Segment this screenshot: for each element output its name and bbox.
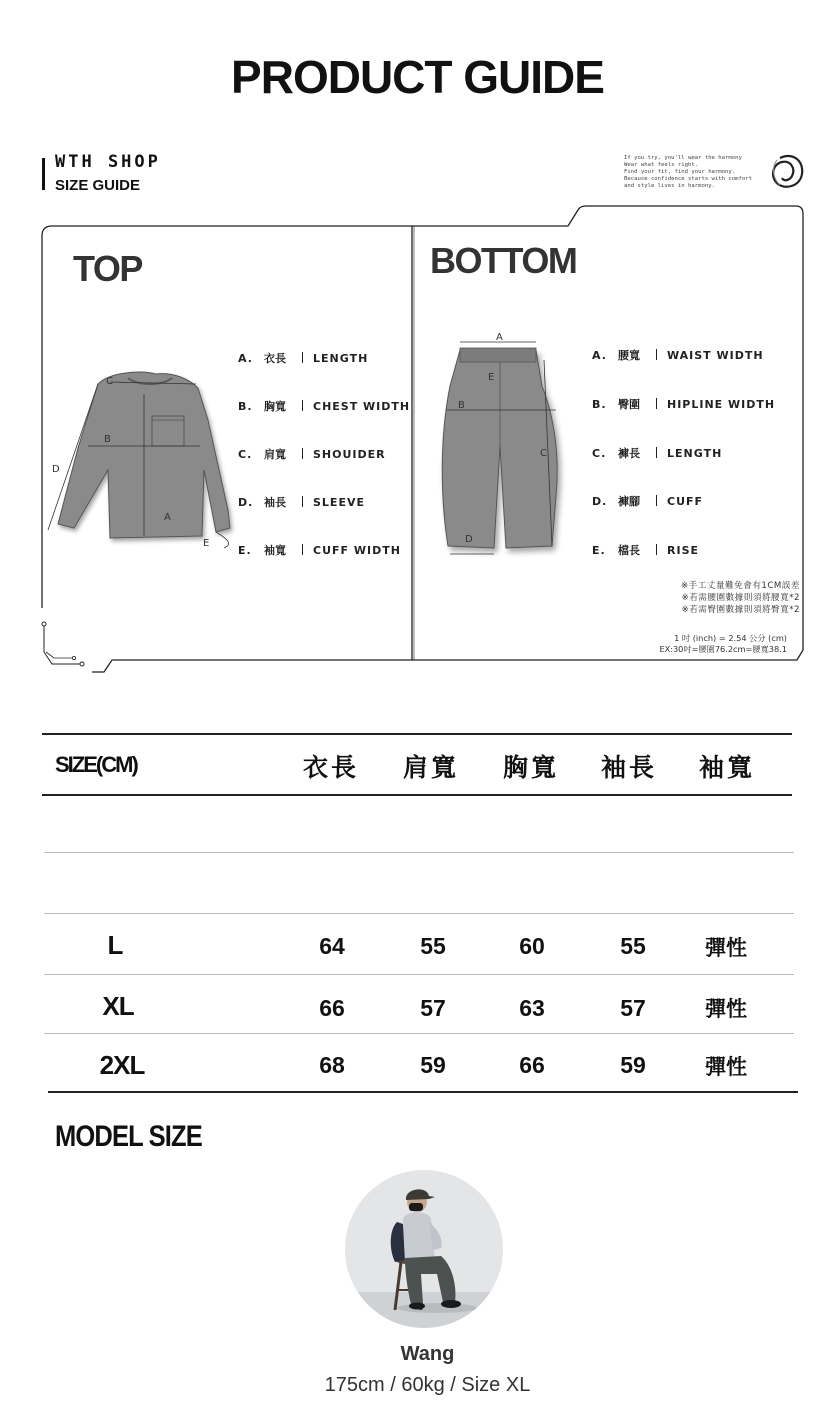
pants-label-d: D [465,534,473,545]
note-line: ※若需腰圍數據則須將腰寬*2 [681,593,800,603]
top-section-title: TOP [73,248,142,289]
table-divider [44,913,794,914]
pants-illustration [430,326,580,562]
value-cell: 59 [620,1052,646,1078]
harmony-line: Because confidence starts with comfort [624,176,752,182]
harmony-line: Find your fit, find your harmony. [624,169,736,175]
sweater-illustration [40,360,240,560]
size-cell: 2XL [99,1050,145,1080]
bottom-measure-item: B. 臀圍 HIPLINE WIDTH [592,398,776,411]
top-measure-item: D. 袖長 SLEEVE [238,496,365,509]
table-divider [44,852,794,853]
sweater-label-d: D [52,464,60,475]
table-top-rule [42,733,792,735]
sweater-label-c: C [106,376,113,387]
table-divider [44,974,794,975]
column-header: 衣長 [302,753,359,782]
top-measure-item: B. 胸寬 CHEST WIDTH [238,400,411,413]
model-photo [345,1170,503,1328]
value-cell: 彈性 [705,1055,747,1079]
top-measure-item: A. 衣長 LENGTH [238,352,369,365]
bottom-measure-item: A. 腰寬 WAIST WIDTH [592,349,764,362]
size-cell: L [107,930,123,960]
bottom-measure-item: C. 褲長 LENGTH [592,447,723,460]
sweater-label-a: A [164,512,171,523]
measurement-notes [640,580,800,616]
pants-label-b: B [458,400,465,411]
value-cell: 彈性 [705,936,747,960]
table-bottom-rule [48,1091,798,1093]
bottom-section-title: BOTTOM [430,240,577,281]
value-cell: 55 [420,933,446,959]
value-cell: 彈性 [705,997,747,1021]
conversion-line: 1 吋 (inch) = 2.54 公分 (cm) [674,633,787,643]
brand-name: WTH SHOP [55,152,161,172]
value-cell: 66 [319,995,345,1021]
column-header: 肩寬 [402,753,459,782]
harmony-line: If you try, you'll wear the harmony [624,155,742,161]
sweater-label-e: E [203,538,210,549]
harmony-line: Wear what feels right. [624,162,699,168]
swirl-logo-icon [768,152,806,192]
model-info: 175cm / 60kg / Size XL [324,1374,531,1396]
value-cell: 57 [420,995,446,1021]
column-header: 胸寬 [502,753,559,782]
bottom-measure-item: E. 檔長 RISE [592,544,699,557]
value-cell: 68 [319,1052,345,1078]
pants-label-e: E [488,372,495,383]
note-line: ※若需臀圍數據則須將臀寬*2 [681,605,800,615]
harmony-line: and style lives in harmony. [624,183,715,189]
value-cell: 66 [519,1052,545,1078]
value-cell: 63 [519,995,545,1021]
column-header: 袖長 [600,753,657,782]
brand-divider [42,158,45,190]
value-cell: 60 [519,933,545,959]
sweater-label-b: B [104,434,111,445]
pants-label-a: A [496,332,503,343]
value-cell: 64 [319,933,345,959]
top-measure-item: C. 肩寬 SHOUIDER [238,448,386,461]
value-cell: 55 [620,933,646,959]
note-line: ※手工丈量難免會有1CM誤差 [680,581,800,591]
value-cell: 59 [420,1052,446,1078]
conversion-line: EX:30吋=腰圍76.2cm=腰寬38.1 [659,644,787,654]
top-measure-list [238,350,418,560]
model-size-title: MODEL SIZE [55,1120,202,1153]
bottom-measure-item: D. 褲腳 CUFF [592,495,704,508]
page-title: PRODUCT GUIDE [231,51,604,103]
bottom-measure-list [592,347,792,557]
size-column-header: SIZE(CM) [55,752,137,777]
table-divider [44,1033,794,1034]
top-measure-item: E. 袖寬 CUFF WIDTH [238,544,401,557]
size-cell: XL [102,991,134,1021]
table-header-rule [42,794,792,796]
column-header: 袖寬 [698,753,755,782]
model-name: Wang [400,1343,455,1365]
brand-subtitle: SIZE GUIDE [55,177,141,194]
harmony-text [624,155,774,190]
unit-conversion [630,633,787,655]
value-cell: 57 [620,995,646,1021]
pants-label-c: C [540,448,547,459]
